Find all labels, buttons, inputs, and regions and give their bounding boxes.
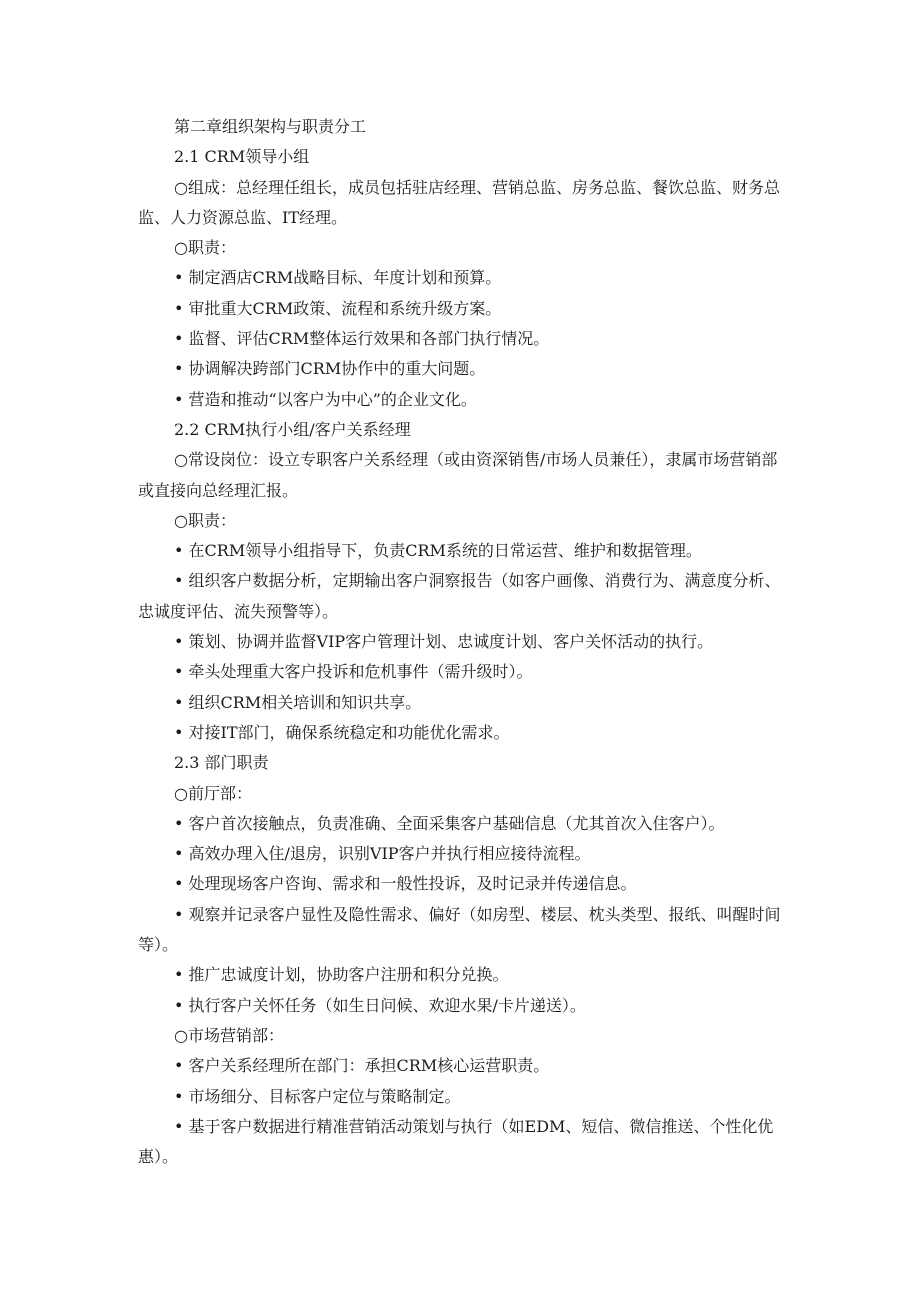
list-item: • 市场细分、目标客户定位与策略制定。 — [174, 1086, 461, 1106]
marketing-label: ○市场营销部： — [174, 1025, 284, 1045]
section-2-2-post: ○常设岗位：设立专职客户关系经理（或由资深销售/市场人员兼任），隶属市场营销部或直接向总经理汇报。 — [138, 450, 778, 500]
list-item: • 处理现场客户咨询、需求和一般性投诉，及时记录并传递信息。 — [174, 874, 637, 894]
front-office-label: ○前厅部： — [174, 783, 252, 803]
list-item: • 客户关系经理所在部门：承担CRM核心运营职责。 — [174, 1056, 550, 1076]
chapter-heading: 第二章组织架构与职责分工 — [174, 117, 367, 136]
section-2-1-duties-label: ○职责： — [174, 238, 236, 258]
list-item: • 监督、评估CRM整体运行效果和各部门执行情况。 — [174, 329, 550, 349]
list-item: • 协调解决跨部门CRM协作中的重大问题。 — [174, 359, 486, 379]
list-item: • 组织CRM相关培训和知识共享。 — [174, 692, 422, 712]
document-body — [138, 112, 784, 1172]
section-2-2-title: 2.2 CRM执行小组/客户关系经理 — [174, 419, 411, 439]
list-item: • 策划、协调并监督VIP客户管理计划、忠诚度计划、客户关怀活动的执行。 — [174, 632, 714, 652]
list-item: • 观察并记录客户显性及隐性需求、偏好（如房型、楼层、枕头类型、报纸、叫醒时间等）。 — [138, 904, 781, 955]
list-item: • 审批重大CRM政策、流程和系统升级方案。 — [174, 298, 502, 318]
list-item: • 牵头处理重大客户投诉和危机事件（需升级时）。 — [174, 662, 533, 682]
list-item: • 对接IT部门，确保系统稳定和功能优化需求。 — [174, 722, 510, 742]
section-2-1-title: 2.1 CRM领导小组 — [174, 147, 310, 167]
list-item: • 制定酒店CRM战略目标、年度计划和预算。 — [174, 268, 502, 288]
list-item: • 基于客户数据进行精准营销活动策划与执行（如EDM、短信、微信推送、个性化优惠）。 — [138, 1116, 774, 1167]
list-item: • 客户首次接触点，负责准确、全面采集客户基础信息（尤其首次入住客户）。 — [174, 813, 725, 833]
section-2-1-composition: ○组成：总经理任组长，成员包括驻店经理、营销总监、房务总监、餐饮总监、财务总监、人力资源总监、IT经理。 — [138, 177, 780, 227]
list-item: • 组织客户数据分析，定期输出客户洞察报告（如客户画像、消费行为、满意度分析、忠诚度评估、流失预警等）。 — [138, 571, 781, 621]
list-item: • 高效办理入住/退房，识别VIP客户并执行相应接待流程。 — [174, 844, 591, 864]
list-item: • 执行客户关怀任务（如生日问候、欢迎水果/卡片递送）。 — [174, 995, 586, 1015]
section-2-2-duties-label: ○职责： — [174, 510, 236, 530]
section-2-3-title: 2.3 部门职责 — [174, 753, 269, 773]
list-item: • 营造和推动“以客户为中心”的企业文化。 — [174, 389, 477, 409]
list-item: • 推广忠诚度计划，协助客户注册和积分兑换。 — [174, 965, 509, 985]
list-item: • 在CRM领导小组指导下，负责CRM系统的日常运营、维护和数据管理。 — [174, 541, 702, 561]
